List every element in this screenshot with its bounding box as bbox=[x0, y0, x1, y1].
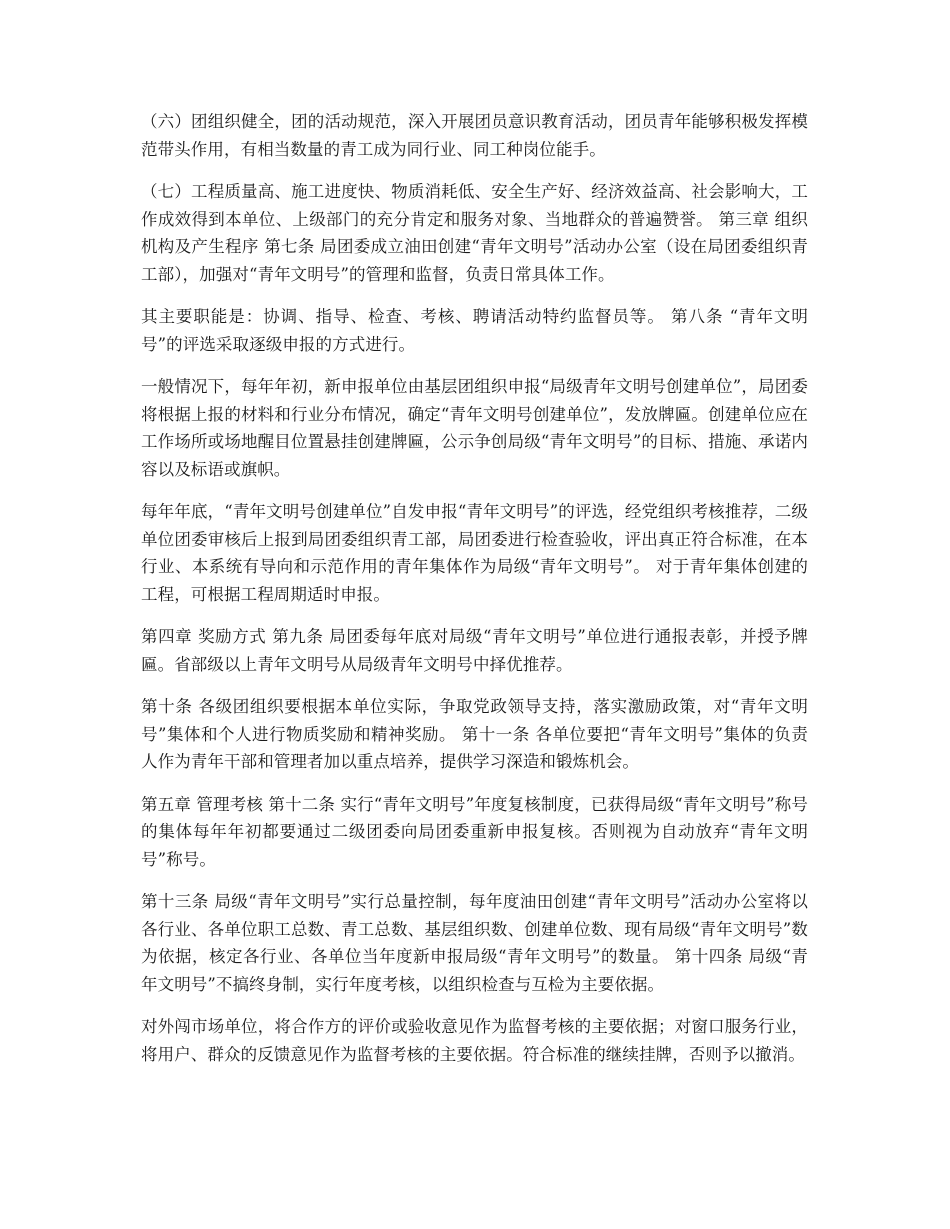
paragraph-6: 第四章 奖励方式 第九条 局团委每年底对局级“青年文明号”单位进行通报表彰，并授予牌匾。省部级以上青年文明号从局级青年文明号中择优推荐。 bbox=[141, 627, 808, 674]
paragraph-9: 第十三条 局级“青年文明号”实行总量控制，每年度油田创建“青年文明号”活动办公室将以各行业、各单位职工总数、青工总数、基层组织数、创建单位数、现有局级“青年文明号”数为依据，核定各行业、各单位当年度新申报局级“青年文明号”的数量。 第十四条 局级“青年文明号”不搞终身制，实行年度考核，以组织检查与互检为主要依据。 bbox=[141, 892, 808, 994]
paragraph-2: （七）工程质量高、施工进度快、物质消耗低、安全生产好、经济效益高、社会影响大，工作成效得到本单位、上级部门的充分肯定和服务对象、当地群众的普遍赞誉。 第三章 组织机构及产生程序 第七条 局团委成立油田创建“青年文明号”活动办公室（设在局团委组织青工部），加强对“青年文明号”的管理和监督，负责日常具体工作。 bbox=[141, 182, 808, 284]
paragraph-4: 一般情况下，每年年初，新申报单位由基层团组织申报“局级青年文明号创建单位”，局团委将根据上报的材料和行业分布情况，确定“青年文明号创建单位”，发放牌匾。创建单位应在工作场所或场地醒目位置悬挂创建牌匾，公示争创局级“青年文明号”的目标、措施、承诺内容以及标语或旗帜。 bbox=[141, 377, 808, 479]
paragraph-1: （六）团组织健全，团的活动规范，深入开展团员意识教育活动，团员青年能够积极发挥模范带头作用，有相当数量的青工成为同行业、同工种岗位能手。 bbox=[141, 112, 808, 159]
paragraph-10: 对外闯市场单位，将合作方的评价或验收意见作为监督考核的主要依据；对窗口服务行业，将用户、群众的反馈意见作为监督考核的主要依据。符合标准的继续挂牌，否则予以撤消。 bbox=[141, 1017, 808, 1064]
paragraph-3: 其主要职能是：协调、指导、检查、考核、聘请活动特约监督员等。 第八条 “青年文明号”的评选采取逐级申报的方式进行。 bbox=[141, 307, 808, 354]
paragraph-8: 第五章 管理考核 第十二条 实行“青年文明号”年度复核制度，已获得局级“青年文明号”称号的集体每年年初都要通过二级团委向局团委重新申报复核。否则视为自动放弃“青年文明号”称号。 bbox=[141, 794, 808, 869]
paragraph-7: 第十条 各级团组织要根据本单位实际，争取党政领导支持，落实激励政策，对“青年文明号”集体和个人进行物质奖励和精神奖励。 第十一条 各单位要把“青年文明号”集体的负责人作为青年干部和管理者加以重点培养，提供学习深造和锻炼机会。 bbox=[141, 697, 808, 771]
paragraph-5: 每年年底，“青年文明号创建单位”自发申报“青年文明号”的评选，经党组织考核推荐，二级单位团委审核后上报到局团委组织青工部，局团委进行检查验收，评出真正符合标准，在本行业、本系统有导向和示范作用的青年集体作为局级“青年文明号”。 对于青年集体创建的工程，可根据工程周期适时申报。 bbox=[141, 502, 808, 604]
